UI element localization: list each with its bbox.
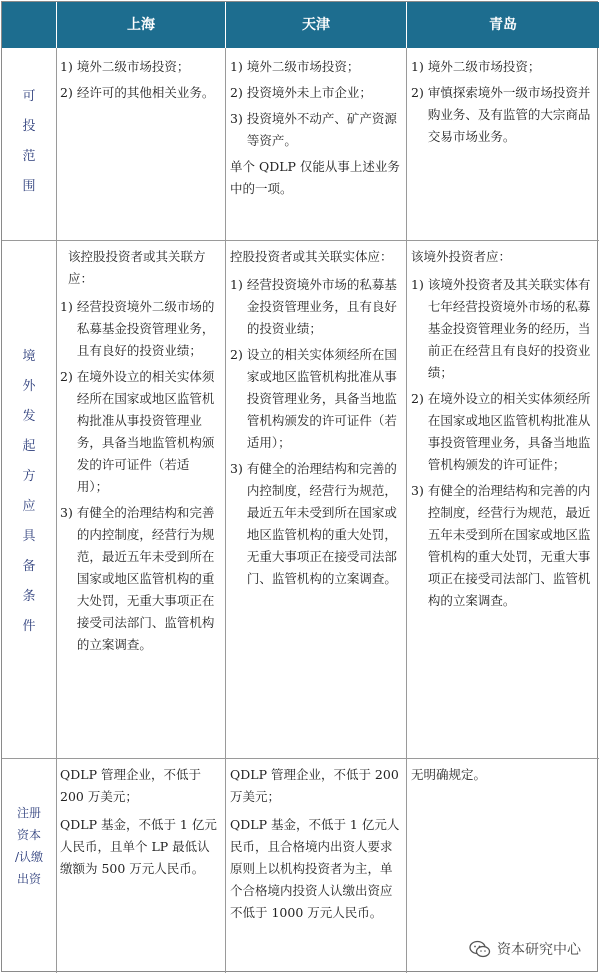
list-item: 2) 在境外设立的相关实体须经所在国家或地区监管机构批准从事投资管理业务，具备当地监管机构颁发的许可证件（若适用）； [60, 369, 215, 494]
list-item: 1) 境外二级市场投资； [230, 59, 360, 74]
watermark [469, 939, 581, 959]
capital-text: QDLP 基金，不低于 1 亿元人民币，且合格境内出资人要求原则上以机构投资者为主，单个合格境内投资人认缴出资应不低于 1000 万元人民币。 [230, 817, 400, 920]
comparison-table [1, 1, 598, 972]
cell-scope-tianjin [230, 56, 402, 206]
row-label-scope: 可 投 范 围 [22, 89, 36, 194]
cell-sponsor-shanghai [60, 246, 220, 660]
table-header [2, 2, 599, 48]
list-item: 2) 经许可的其他相关业务。 [60, 85, 215, 100]
list-item: 3) 有健全的治理结构和完善的内控制度，经营行为规范，最近五年未受到所在国家或地区监管机构的重大处罚，无重大事项正在接受司法部门、监管机构的立案调查。 [411, 483, 591, 608]
header-divider [406, 2, 407, 48]
capital-text: QDLP 管理企业，不低于 200 万美元； [60, 767, 201, 804]
row-divider [2, 758, 599, 759]
header-tianjin: 天津 [302, 17, 330, 33]
watermark-text: 资本研究中心 [497, 942, 581, 958]
cell-scope-qingdao [411, 56, 595, 152]
cell-capital-tianjin [230, 764, 402, 930]
list-item: 2) 投资境外未上市企业； [230, 85, 372, 100]
wechat-icon [469, 940, 491, 958]
list-item: 1) 该境外投资者及其关联实体有七年经营投资境外市场的私募基金投资管理业务的经历，当前正在经营且有良好的投资业绩； [411, 277, 591, 380]
cell-scope-shanghai [60, 56, 220, 108]
row-divider [2, 240, 599, 241]
intro-text: 该控股投资者或其关联方应： [68, 249, 206, 286]
capital-text: 无明确规定。 [411, 767, 487, 782]
column-divider [406, 48, 407, 973]
scope-note: 单个 QDLP 仅能从事上述业务中的一项。 [230, 159, 400, 196]
row-label-sponsor: 境 外 发 起 方 应 具 备 条 件 [22, 349, 36, 634]
list-item: 2) 设立的相关实体须经所在国家或地区监管机构批准从事投资管理业务，具备当地监管机构颁发的许可证件（若适用）； [230, 347, 397, 450]
list-item: 1) 经营投资境外二级市场的私募基金投资管理业务，且有良好的投资业绩； [60, 299, 215, 358]
column-divider [56, 48, 57, 973]
list-item: 1) 境外二级市场投资； [60, 59, 190, 74]
list-item: 1) 经营投资境外市场的私募基金投资管理业务，且有良好的投资业绩； [230, 277, 397, 336]
list-item: 3) 有健全的治理结构和完善的内控制度，经营行为规范，最近五年未受到所在国家或地区监管机构的重大处罚，无重大事项正在接受司法部门、监管机构的立案调查。 [230, 461, 397, 586]
list-item: 3) 投资境外不动产、矿产资源等资产。 [230, 111, 397, 148]
header-divider [225, 2, 226, 48]
capital-text: QDLP 管理企业，不低于 200 万美元； [230, 767, 399, 804]
list-item: 2) 在境外设立的相关实体须经所在国家或地区监管机构批准从事投资管理业务，具备当地监管机构颁发的许可证件； [411, 391, 591, 472]
list-item: 2) 审慎探索境外一级市场投资并购业务、及有监管的大宗商品交易市场业务。 [411, 85, 591, 144]
list-item: 1) 境外二级市场投资； [411, 59, 541, 74]
cell-capital-qingdao [411, 764, 595, 792]
cell-sponsor-tianjin [230, 246, 402, 594]
column-divider [225, 48, 226, 973]
intro-text: 该境外投资者应： [411, 249, 512, 264]
list-item: 3) 有健全的治理结构和完善的内控制度，经营行为规范，最近五年未受到所在国家或地区监管机构的重大处罚，无重大事项正在接受司法部门、监管机构的立案调查。 [60, 505, 215, 652]
header-divider [56, 2, 57, 48]
capital-text: QDLP 基金，不低于 1 亿元人民币，且单个 LP 最低认缴额为 500 万元人民币。 [60, 817, 217, 876]
header-qingdao: 青岛 [489, 17, 517, 33]
cell-capital-shanghai [60, 764, 220, 886]
cell-sponsor-qingdao [411, 246, 595, 616]
row-label-capital: 注册 资本 /认缴 出资 [14, 806, 44, 886]
header-shanghai: 上海 [127, 17, 155, 33]
intro-text: 控股投资者或其关联实体应： [230, 249, 393, 264]
